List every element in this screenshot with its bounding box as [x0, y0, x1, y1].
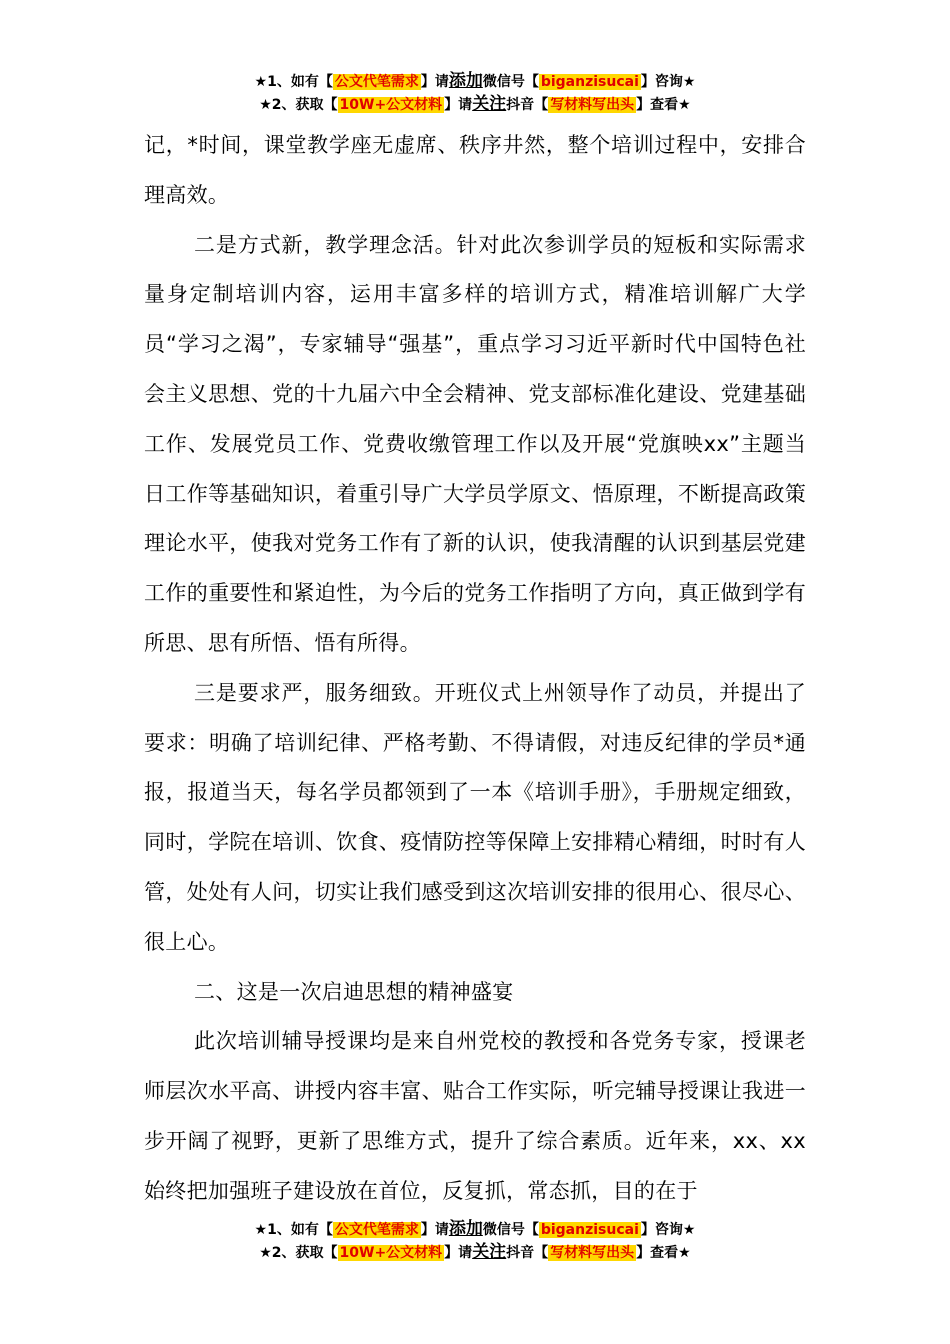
- banner-text: 微信号【: [482, 74, 539, 90]
- footer-banner: [0, 1218, 950, 1264]
- section-heading: 二、这是一次启迪思想的精神盛宴: [194, 979, 514, 1004]
- banner-text: 】咨询★: [640, 74, 696, 90]
- banner-text: 微信号【: [482, 1222, 539, 1238]
- banner-underline: 关注: [472, 94, 507, 114]
- banner-text: 】请: [420, 1222, 449, 1238]
- banner-text: 】查看★: [636, 1245, 691, 1261]
- paragraph: 此次培训辅导授课均是来自州党校的教授和各党务专家，授课老师层次水平高、讲授内容丰富、贴合工作实际，听完辅导授课让我进一步开阔了视野，更新了思维方式，提升了综合素质。近年来，xx、xx始终把加强班子建设放在首位，反复抓，常态抓，目的在于: [144, 1029, 806, 1203]
- document-body: [144, 121, 806, 1217]
- paragraph: 二是方式新，教学理念活。针对此次参训学员的短板和实际需求量身定制培训内容，运用丰富多样的培训方式，精准培训解广大学员“学习之渴”，专家辅导“强基”，重点学习习近平新时代中国特色社会主义思想、党的十九届六中全会精神、党支部标准化建设、党建基础工作、发展党员工作、党费收缴管理工作以及开展“党旗映xx”主题当日工作等基础知识，着重引导广大学员学原文、悟原理，不断提高政策理论水平，使我对党务工作有了新的认识，使我清醒的认识到基层党建工作的重要性和紧迫性，为今后的党务工作指明了方向，真正做到学有所思、思有所悟、悟有所得。: [144, 232, 806, 655]
- banner-highlight: biganzisucai: [540, 74, 639, 90]
- banner-highlight: 写材料写出头: [550, 97, 635, 113]
- banner-line-2: [0, 93, 950, 116]
- banner-underline: 添加: [448, 71, 483, 91]
- banner-text: ★1、如有【: [254, 1222, 333, 1238]
- banner-line-2: [0, 1241, 950, 1264]
- banner-text: ★1、如有【: [254, 74, 333, 90]
- banner-highlight: 10W+公文材料: [339, 97, 443, 113]
- banner-highlight: 公文代笔需求: [334, 74, 419, 90]
- banner-text: 】查看★: [636, 97, 691, 113]
- banner-underline: 关注: [472, 1242, 507, 1262]
- paragraph-continued: 记，*时间，课堂教学座无虚席、秩序井然，整个培训过程中，安排合理高效。: [144, 133, 806, 207]
- paragraph: 三是要求严，服务细致。开班仪式上州领导作了动员，并提出了要求：明确了培训纪律、严格考勤、不得请假，对违反纪律的学员*通报，报道当天，每名学员都领到了一本《培训手册》，手册规定细致，同时，学院在培训、饮食、疫情防控等保障上安排精心精细，时时有人管，处处有人问，切实让我们感受到这次培训安排的很用心、很尽心、很上心。: [144, 680, 806, 954]
- banner-text: 】咨询★: [640, 1222, 696, 1238]
- banner-highlight: 公文代笔需求: [334, 1222, 419, 1238]
- banner-highlight: 写材料写出头: [550, 1245, 635, 1261]
- header-banner: [0, 70, 950, 116]
- banner-line-1: [0, 70, 950, 93]
- banner-text: 抖音【: [506, 97, 549, 113]
- banner-highlight: biganzisucai: [540, 1222, 639, 1238]
- banner-text: ★2、获取【: [259, 97, 338, 113]
- banner-text: 】请: [420, 74, 449, 90]
- banner-line-1: [0, 1218, 950, 1241]
- banner-text: ★2、获取【: [259, 1245, 338, 1261]
- banner-highlight: 10W+公文材料: [339, 1245, 443, 1261]
- banner-underline: 添加: [448, 1219, 483, 1239]
- banner-text: 】请: [444, 97, 473, 113]
- banner-text: 抖音【: [506, 1245, 549, 1261]
- banner-text: 】请: [444, 1245, 473, 1261]
